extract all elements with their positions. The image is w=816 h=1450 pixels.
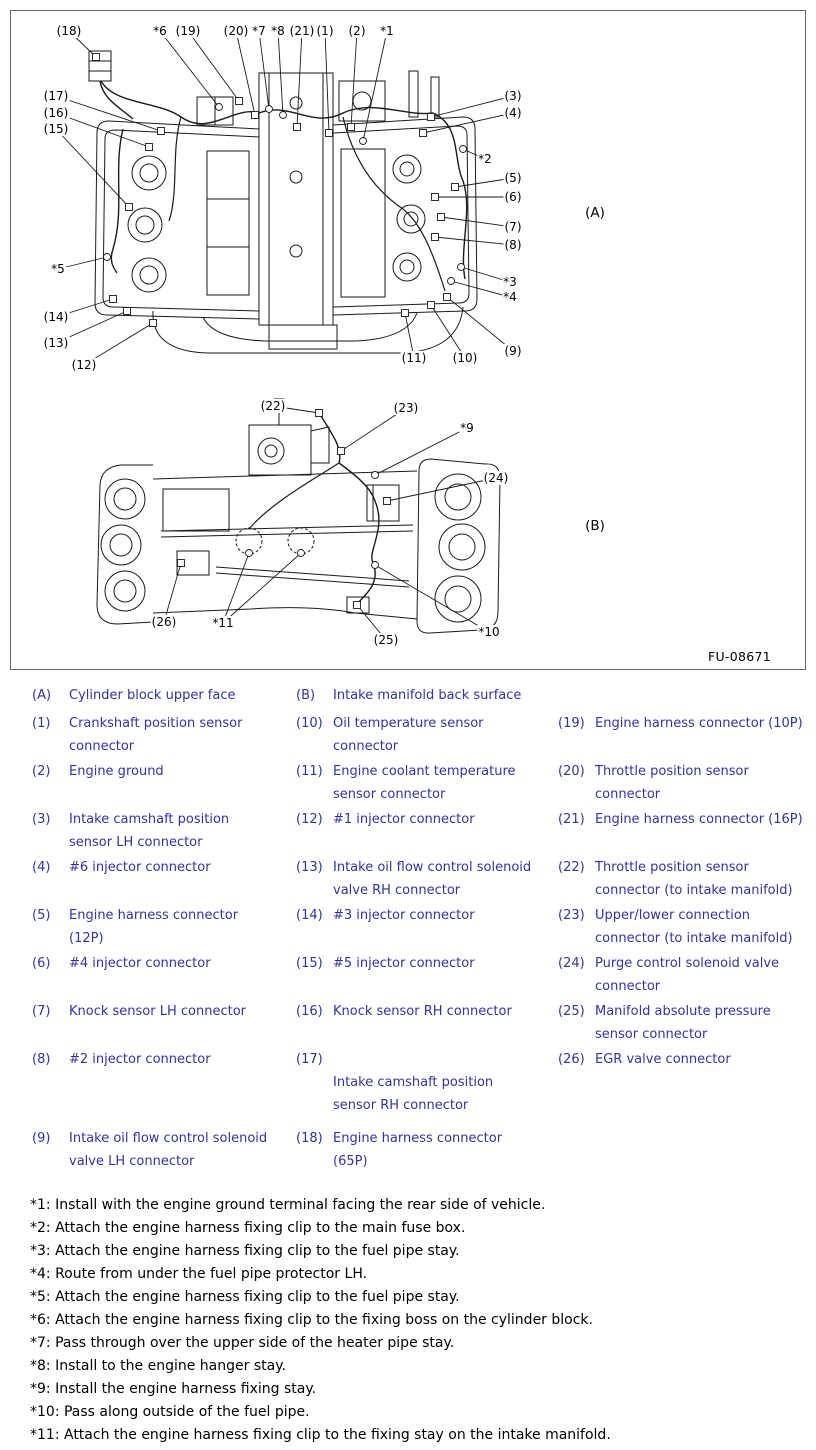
legend-ref: (8) bbox=[32, 1052, 51, 1067]
legend-item bbox=[32, 1000, 296, 1046]
legend-label: #4 injector connector bbox=[69, 956, 211, 971]
callout-label: *1 bbox=[380, 24, 394, 38]
legend-label: #5 injector connector bbox=[333, 956, 475, 971]
legend-row bbox=[32, 952, 816, 998]
callout-label: *3 bbox=[503, 275, 517, 289]
leader-line bbox=[363, 31, 387, 141]
callout-target-marker bbox=[178, 560, 185, 567]
legend-item bbox=[32, 712, 296, 758]
legend-item bbox=[558, 904, 816, 950]
callout-target-marker bbox=[384, 498, 391, 505]
leader-line bbox=[223, 553, 301, 623]
figure-code: FU-08671 bbox=[707, 649, 771, 664]
callout-target-marker bbox=[338, 448, 345, 455]
callout-label: (2) bbox=[348, 24, 366, 38]
leader-line bbox=[223, 553, 249, 623]
legend-item bbox=[32, 808, 296, 854]
callout-label: (18) bbox=[56, 24, 82, 38]
callout-target-marker bbox=[280, 112, 287, 119]
legend-ref: (4) bbox=[32, 860, 51, 875]
callout-label: *11 bbox=[212, 616, 234, 630]
legend-row bbox=[32, 1048, 816, 1125]
callout-target-marker bbox=[316, 410, 323, 417]
cylinder-block-art bbox=[89, 51, 477, 353]
view-label-B: (B) bbox=[585, 518, 605, 534]
legend-label: Engine harness connector (65P) bbox=[333, 1131, 503, 1169]
legend-label: Knock sensor RH connector bbox=[333, 1004, 512, 1019]
callout-label: (1) bbox=[316, 24, 334, 38]
callout-label: (25) bbox=[373, 633, 399, 647]
legend-label: Engine coolant temperature sensor connector bbox=[333, 764, 516, 802]
leader-lines bbox=[56, 31, 513, 640]
legend-label: Manifold absolute pressure sensor connector bbox=[595, 1004, 771, 1042]
leader-line bbox=[160, 31, 219, 107]
footnote: *5: Attach the engine harness fixing clip to the fuel pipe stay. bbox=[30, 1289, 460, 1305]
legend-item bbox=[32, 684, 296, 707]
figure-box bbox=[10, 10, 806, 670]
callout-target-marker bbox=[432, 194, 439, 201]
legend-ref: (17) bbox=[296, 1052, 323, 1067]
callout-label: (26) bbox=[151, 615, 177, 629]
legend-label: #3 injector connector bbox=[333, 908, 475, 923]
legend-label: Intake camshaft position sensor LH connector bbox=[69, 812, 230, 850]
legend-item bbox=[32, 760, 296, 806]
footnote: *2: Attach the engine harness fixing clip to the main fuse box. bbox=[30, 1220, 466, 1236]
legend-ref: (B) bbox=[296, 688, 316, 703]
callout-target-marker bbox=[448, 278, 455, 285]
legend-ref: (16) bbox=[296, 1004, 323, 1019]
callout-label: (5) bbox=[504, 171, 522, 185]
legend-ref: (24) bbox=[558, 956, 585, 971]
leader-line bbox=[351, 31, 357, 127]
legend-label: EGR valve connector bbox=[595, 1052, 731, 1067]
footnote: *4: Route from under the fuel pipe protector LH. bbox=[30, 1266, 368, 1282]
intake-manifold-art bbox=[97, 399, 500, 633]
callout-target-marker bbox=[428, 114, 435, 121]
callout-target-marker bbox=[452, 184, 459, 191]
leader-line bbox=[431, 96, 513, 117]
view-label-A: (A) bbox=[585, 205, 605, 221]
legend-ref: (1) bbox=[32, 716, 51, 731]
callout-label: *2 bbox=[478, 152, 492, 166]
legend-label: Engine harness connector (12P) bbox=[69, 908, 239, 946]
legend-item bbox=[296, 952, 558, 998]
legend-ref: (20) bbox=[558, 764, 585, 779]
callout-target-marker bbox=[372, 562, 379, 569]
legend-item bbox=[32, 904, 296, 950]
legend-label: Intake oil flow control solenoid valve LH connector bbox=[69, 1131, 268, 1169]
callout-target-marker bbox=[110, 296, 117, 303]
legend-label: Intake oil flow control solenoid valve RH connector bbox=[333, 860, 532, 898]
legend-row bbox=[32, 808, 816, 854]
footnotes bbox=[30, 1194, 611, 1447]
legend-item bbox=[32, 856, 296, 902]
callout-target-marker bbox=[402, 310, 409, 317]
callout-target-marker bbox=[348, 124, 355, 131]
leader-line bbox=[447, 297, 513, 351]
callout-target-marker bbox=[460, 146, 467, 153]
callout-label: *6 bbox=[153, 24, 167, 38]
callout-label: (21) bbox=[289, 24, 315, 38]
legend-label: Engine ground bbox=[69, 764, 164, 779]
legend-label: #6 injector connector bbox=[69, 860, 211, 875]
callout-target-marker bbox=[360, 138, 367, 145]
legend-item bbox=[558, 684, 816, 707]
legend-item bbox=[558, 1048, 816, 1125]
legend-ref: (19) bbox=[558, 716, 585, 731]
legend-item bbox=[558, 712, 816, 758]
leader-line bbox=[375, 565, 489, 632]
legend-item bbox=[558, 808, 816, 854]
legend-ref: (13) bbox=[296, 860, 323, 875]
callout-target-marker bbox=[104, 254, 111, 261]
legend-row bbox=[32, 904, 816, 950]
legend-ref: (21) bbox=[558, 812, 585, 827]
footnote: *3: Attach the engine harness fixing clip to the fuel pipe stay. bbox=[30, 1243, 460, 1259]
legend-row bbox=[32, 760, 816, 806]
callout-label: *9 bbox=[460, 421, 474, 435]
leader-line bbox=[375, 428, 467, 475]
legend-label: Oil temperature sensor connector bbox=[333, 716, 484, 754]
callout-label: (16) bbox=[43, 106, 69, 120]
callout-target-marker bbox=[444, 294, 451, 301]
callout-label: *8 bbox=[271, 24, 285, 38]
legend-row bbox=[32, 684, 816, 707]
legend-ref: (11) bbox=[296, 764, 323, 779]
callout-label: (12) bbox=[71, 358, 97, 372]
legend-ref: (6) bbox=[32, 956, 51, 971]
legend-ref: (3) bbox=[32, 812, 51, 827]
legend-ref: (18) bbox=[296, 1131, 323, 1146]
legend-label: Engine harness connector (16P) bbox=[595, 812, 803, 827]
legend-label: #2 injector connector bbox=[69, 1052, 211, 1067]
legend-item bbox=[296, 856, 558, 902]
callout-label: (20) bbox=[223, 24, 249, 38]
callout-target-marker bbox=[326, 130, 333, 137]
legend-label: Throttle position sensor connector bbox=[595, 764, 749, 802]
footnote: *10: Pass along outside of the fuel pipe. bbox=[30, 1404, 310, 1420]
callout-target-marker bbox=[458, 264, 465, 271]
legend-item bbox=[296, 712, 558, 758]
callout-target-marker bbox=[354, 602, 361, 609]
legend-item bbox=[296, 808, 558, 854]
legend-ref: (A) bbox=[32, 688, 52, 703]
legend-item bbox=[32, 1048, 296, 1125]
legend-ref: (25) bbox=[558, 1004, 585, 1019]
callout-label: (3) bbox=[504, 89, 522, 103]
leader-line bbox=[259, 31, 269, 109]
legend-item bbox=[558, 1127, 816, 1173]
legend-label: Cylinder block upper face bbox=[69, 688, 236, 703]
callout-label: *7 bbox=[252, 24, 266, 38]
leader-line bbox=[188, 31, 239, 101]
legend-item bbox=[558, 760, 816, 806]
callout-target-marker bbox=[124, 308, 131, 315]
legend-ref: (7) bbox=[32, 1004, 51, 1019]
legend-ref: (14) bbox=[296, 908, 323, 923]
legend-row bbox=[32, 712, 816, 758]
callout-label: *10 bbox=[478, 625, 500, 639]
callout-label: *5 bbox=[51, 262, 65, 276]
leader-line bbox=[441, 217, 513, 227]
callout-target-marker bbox=[298, 550, 305, 557]
legend-item bbox=[296, 1048, 558, 1125]
legend-ref: (9) bbox=[32, 1131, 51, 1146]
legend-ref: (26) bbox=[558, 1052, 585, 1067]
callout-target-marker bbox=[428, 302, 435, 309]
callout-target-marker bbox=[438, 214, 445, 221]
callout-target-marker bbox=[126, 204, 133, 211]
callout-label: (23) bbox=[393, 401, 419, 415]
engine-harness-diagram bbox=[11, 11, 805, 669]
callout-target-marker bbox=[294, 124, 301, 131]
callout-target-marker bbox=[252, 112, 259, 119]
leader-line bbox=[435, 237, 513, 245]
callout-target-marker bbox=[93, 54, 100, 61]
callout-label: (13) bbox=[43, 336, 69, 350]
legend-label: Intake manifold back surface bbox=[333, 688, 522, 703]
callout-label: (6) bbox=[504, 190, 522, 204]
footnote: *9: Install the engine harness fixing stay. bbox=[30, 1381, 317, 1397]
callout-target-marker bbox=[236, 98, 243, 105]
legend-ref: (10) bbox=[296, 716, 323, 731]
callout-label: (22) bbox=[260, 399, 286, 413]
legend-ref: (2) bbox=[32, 764, 51, 779]
legend bbox=[32, 684, 816, 1175]
callout-label: (7) bbox=[504, 220, 522, 234]
legend-item bbox=[32, 952, 296, 998]
callout-target-marker bbox=[246, 550, 253, 557]
legend-ref: (5) bbox=[32, 908, 51, 923]
legend-label: Upper/lower connection connector (to intake manifold) bbox=[595, 908, 793, 946]
leader-line bbox=[56, 96, 161, 131]
footnote: *6: Attach the engine harness fixing clip to the fixing boss on the cylinder block. bbox=[30, 1312, 593, 1328]
legend-item bbox=[296, 1127, 558, 1173]
legend-item bbox=[558, 1000, 816, 1046]
leader-line bbox=[164, 563, 181, 622]
callout-label: *4 bbox=[503, 290, 517, 304]
legend-label: Knock sensor LH connector bbox=[69, 1004, 247, 1019]
callout-target-marker bbox=[432, 234, 439, 241]
callout-label: (17) bbox=[43, 89, 69, 103]
callout-label: (11) bbox=[401, 351, 427, 365]
callout-target-marker bbox=[216, 104, 223, 111]
callout-target-marker bbox=[146, 144, 153, 151]
callout-label: (19) bbox=[175, 24, 201, 38]
leader-line bbox=[297, 31, 302, 127]
legend-row bbox=[32, 1127, 816, 1173]
legend-item bbox=[296, 904, 558, 950]
callout-target-marker bbox=[150, 320, 157, 327]
callout-label: (15) bbox=[43, 122, 69, 136]
callout-target-marker bbox=[420, 130, 427, 137]
legend-ref: (15) bbox=[296, 956, 323, 971]
legend-item bbox=[296, 684, 558, 707]
legend-label: Crankshaft position sensor connector bbox=[69, 716, 243, 754]
footnote: *7: Pass through over the upper side of the heater pipe stay. bbox=[30, 1335, 455, 1351]
callout-label: (4) bbox=[504, 106, 522, 120]
legend-item bbox=[296, 760, 558, 806]
leader-line bbox=[451, 281, 510, 297]
legend-row bbox=[32, 856, 816, 902]
legend-item bbox=[558, 952, 816, 998]
legend-ref: (22) bbox=[558, 860, 585, 875]
callout-target-marker bbox=[372, 472, 379, 479]
legend-ref: (23) bbox=[558, 908, 585, 923]
footnote: *8: Install to the engine hanger stay. bbox=[30, 1358, 286, 1374]
legend-item bbox=[558, 856, 816, 902]
legend-row bbox=[32, 1000, 816, 1046]
legend-label: #1 injector connector bbox=[333, 812, 475, 827]
callout-label: (24) bbox=[483, 471, 509, 485]
callout-target-marker bbox=[158, 128, 165, 135]
legend-label: Engine harness connector (10P) bbox=[595, 716, 803, 731]
footnote: *1: Install with the engine ground terminal facing the rear side of vehicle. bbox=[30, 1197, 546, 1213]
footnote: *11: Attach the engine harness fixing clip to the fixing stay on the intake manifold. bbox=[30, 1427, 611, 1443]
legend-label: Intake camshaft position sensor RH connector bbox=[333, 1075, 494, 1113]
callout-label: (8) bbox=[504, 238, 522, 252]
legend-label: Purge control solenoid valve connector bbox=[595, 956, 780, 994]
callout-label: (10) bbox=[452, 351, 478, 365]
legend-ref: (12) bbox=[296, 812, 323, 827]
legend-label: Throttle position sensor connector (to intake manifold) bbox=[595, 860, 793, 898]
callout-label: (9) bbox=[504, 344, 522, 358]
legend-item bbox=[296, 1000, 558, 1046]
leader-line bbox=[56, 113, 149, 147]
legend-item bbox=[32, 1127, 296, 1173]
callout-target-marker bbox=[266, 106, 273, 113]
callout-label: (14) bbox=[43, 310, 69, 324]
